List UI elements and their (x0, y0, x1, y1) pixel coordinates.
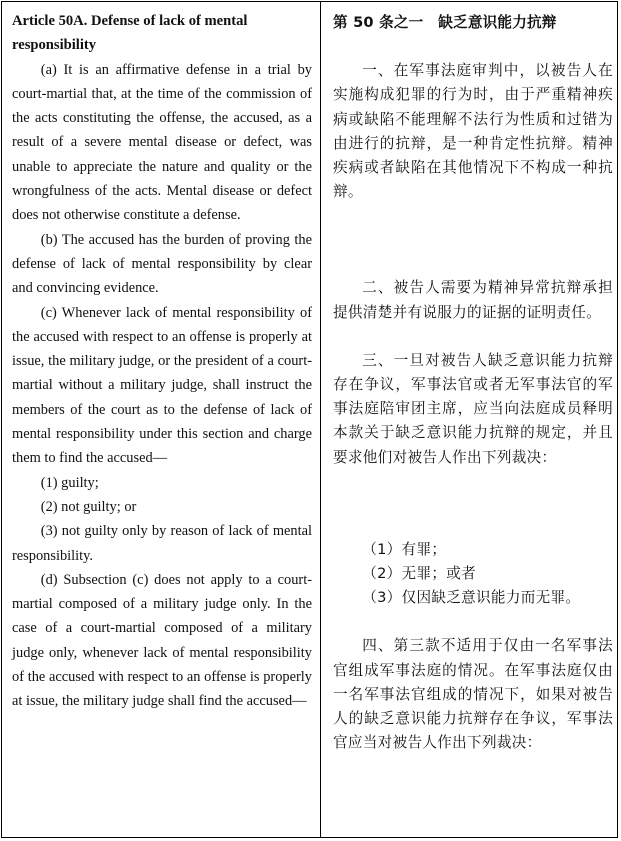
paragraph-c: (c) Whenever lack of mental responsibility of the accused with respect to an offense is properly at issue, the military judge, or the president of a court-martial without a military judge, shall instruct the members of the court as to the defense of lack of mental responsibility under this section and charge them to find the accused— (12, 304, 312, 467)
english-column (12, 9, 312, 714)
paragraph-2-zh: 二、被告人需要为精神异常抗辩承担提供清楚并有说服力的证据的证明责任。 (333, 279, 613, 321)
list-item-3-zh: （3）仅因缺乏意识能力而无罪。 (362, 589, 581, 607)
paragraph-b: (b) The accused has the burden of proving the defense of lack of mental responsibility by clear and convincing evidence. (12, 231, 312, 297)
list-item-3-en: (3) not guilty only by reason of lack of mental responsibility. (12, 523, 312, 564)
bilingual-table (1, 1, 618, 838)
list-item-1-en: (1) guilty; (40, 474, 99, 491)
list-item-1-zh: （1）有罪； (362, 540, 447, 558)
paragraph-d: (d) Subsection (c) does not apply to a court-martial composed of a military judge only. In the case of a court-martial composed of a military judge only, whenever lack of mental responsibility of the accused with respect to an offense is properly at issue, the military judge shall find the accused— (12, 571, 312, 710)
column-divider (320, 2, 321, 837)
article-title-zh: 第 50 条之一 缺乏意识能力抗辩 (333, 14, 557, 31)
list-item-2-zh: （2）无罪；或者 (362, 565, 477, 583)
paragraph-1-zh: 一、在军事法庭审判中，以被告人在实施构成犯罪的行为时，由于严重精神疾病或缺陷不能理解不法行为性质和过错为由进行的抗辩，是一种肯定性抗辩。精神疾病或者缺陷在其他情况下不构成一种抗辩。 (333, 62, 613, 201)
list-item-2-en: (2) not guilty; or (40, 498, 137, 515)
paragraph-4-zh: 四、第三款不适用于仅由一名军事法官组成军事法庭的情况。在军事法庭仅由一名军事法官组成的情况下，如果对被告人的缺乏意识能力抗辩存在争议，军事法官应当对被告人作出下列裁决： (333, 637, 613, 752)
chinese-column (333, 11, 613, 755)
paragraph-3-zh: 三、一旦对被告人缺乏意识能力抗辩存在争议，军事法官或者无军事法官的军事法庭陪审团主席，应当向法庭成员释明本款关于缺乏意识能力抗辩的规定，并且要求他们对被告人作出下列裁决： (333, 351, 613, 466)
paragraph-a: (a) It is an affirmative defense in a trial by court-martial that, at the time of the commission of the acts constituting the offense, the accused, as a result of a severe mental disease or defect, was unable to appreciate the nature and quality or the wrongfulness of the acts. Mental disease or defect does not otherwise constitute a defense. (12, 61, 312, 224)
article-title-en: Article 50A. Defense of lack of mental responsibility (12, 13, 248, 54)
